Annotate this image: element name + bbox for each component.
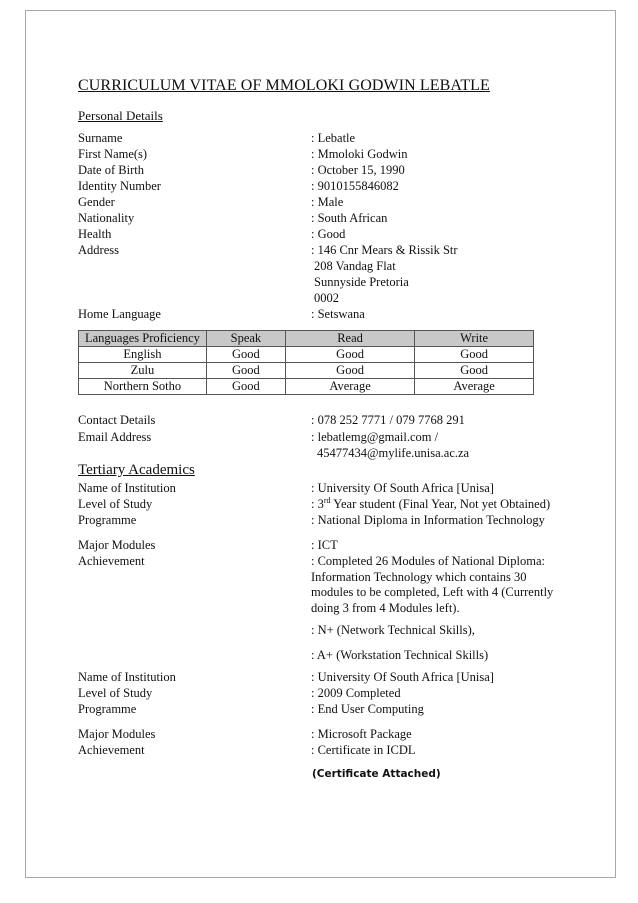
header-read: Read [285, 331, 414, 347]
table-row [79, 347, 534, 363]
cell-language: Zulu [79, 363, 207, 379]
value-address: : 146 Cnr Mears & Rissik Str [311, 243, 458, 257]
page-title: CURRICULUM VITAE OF MMOLOKI GODWIN LEBATLE [78, 77, 490, 94]
cell-language: Northern Sotho [79, 379, 207, 395]
cell-read: Average [285, 379, 414, 395]
cell-write: Good [415, 363, 534, 379]
label-major-modules-2: Major Modules [78, 727, 156, 741]
value-home-language: : Setswana [311, 307, 365, 321]
table-row [79, 379, 534, 395]
value-identity-number: : 9010155846082 [311, 179, 399, 193]
label-date-of-birth: Date of Birth [78, 163, 144, 177]
value-email-address-2: 45477434@mylife.unisa.ac.za [317, 446, 470, 460]
address-line-4: 0002 [314, 291, 339, 305]
label-first-names: First Name(s) [78, 147, 148, 161]
address-line-3: Sunnyside Pretoria [314, 275, 409, 289]
label-level-of-study-2: Level of Study [78, 686, 153, 700]
cell-language: English [79, 347, 207, 363]
label-institution-2: Name of Institution [78, 670, 176, 684]
label-health: Health [78, 227, 112, 241]
header-speak: Speak [206, 331, 285, 347]
label-gender: Gender [78, 195, 115, 209]
table-header-row [79, 331, 534, 347]
value-achievement-workstation: : A+ (Workstation Technical Skills) [311, 648, 489, 662]
cell-read: Good [285, 363, 414, 379]
cell-write: Average [415, 379, 534, 395]
value-programme-2: : End User Computing [311, 702, 424, 716]
label-contact-details: Contact Details [78, 413, 156, 427]
label-level-of-study: Level of Study [78, 497, 153, 511]
cell-read: Good [285, 347, 414, 363]
value-programme: : National Diploma in Information Technology [311, 513, 545, 527]
label-programme: Programme [78, 513, 137, 527]
header-languages-proficiency: Languages Proficiency [79, 331, 207, 347]
cell-speak: Good [206, 347, 285, 363]
value-email-address: : lebatlemg@gmail.com / [311, 430, 439, 444]
cv-page [25, 10, 616, 878]
section-heading-tertiary: Tertiary Academics [78, 462, 195, 478]
cell-write: Good [415, 347, 534, 363]
value-gender: : Male [311, 195, 344, 209]
label-achievement-2: Achievement [78, 743, 145, 757]
label-nationality: Nationality [78, 211, 135, 225]
label-address: Address [78, 243, 119, 257]
address-line-2: 208 Vandag Flat [314, 259, 396, 273]
value-major-modules-2: : Microsoft Package [311, 727, 412, 741]
value-level-of-study: : 3rd Year student (Final Year, Not yet Obtained) [311, 496, 551, 511]
value-date-of-birth: : October 15, 1990 [311, 163, 405, 177]
label-home-language: Home Language [78, 307, 161, 321]
value-level-of-study-2: : 2009 Completed [311, 686, 401, 700]
section-heading-personal: Personal Details [78, 108, 163, 123]
label-surname: Surname [78, 131, 123, 145]
label-programme-2: Programme [78, 702, 137, 716]
value-institution: : University Of South Africa [Unisa] [311, 481, 494, 495]
table-row [79, 363, 534, 379]
header-write: Write [415, 331, 534, 347]
language-proficiency-table [78, 330, 534, 395]
value-major-modules: : ICT [311, 538, 338, 552]
cell-speak: Good [206, 363, 285, 379]
label-achievement: Achievement [78, 554, 145, 568]
value-achievement-2: : Certificate in ICDL [311, 743, 416, 757]
label-identity-number: Identity Number [78, 179, 161, 193]
value-nationality: : South African [311, 211, 388, 225]
cell-speak: Good [206, 379, 285, 395]
value-contact-details: : 078 252 7771 / 079 7768 291 [311, 413, 465, 427]
value-first-names: : Mmoloki Godwin [311, 147, 408, 161]
label-major-modules: Major Modules [78, 538, 156, 552]
value-surname: : Lebatle [311, 131, 356, 145]
value-health: : Good [311, 227, 346, 241]
value-institution-2: : University Of South Africa [Unisa] [311, 670, 494, 684]
value-achievement-network: : N+ (Network Technical Skills), [311, 623, 475, 637]
certificate-note: (Certificate Attached) [312, 768, 441, 780]
label-email-address: Email Address [78, 430, 152, 444]
label-institution: Name of Institution [78, 481, 176, 495]
value-achievement: : Completed 26 Modules of National Diploma: Information Technology which contains 30 modules to be completed, Left with 4 (Currently doing 3 from 4 Modules left). [311, 554, 554, 615]
